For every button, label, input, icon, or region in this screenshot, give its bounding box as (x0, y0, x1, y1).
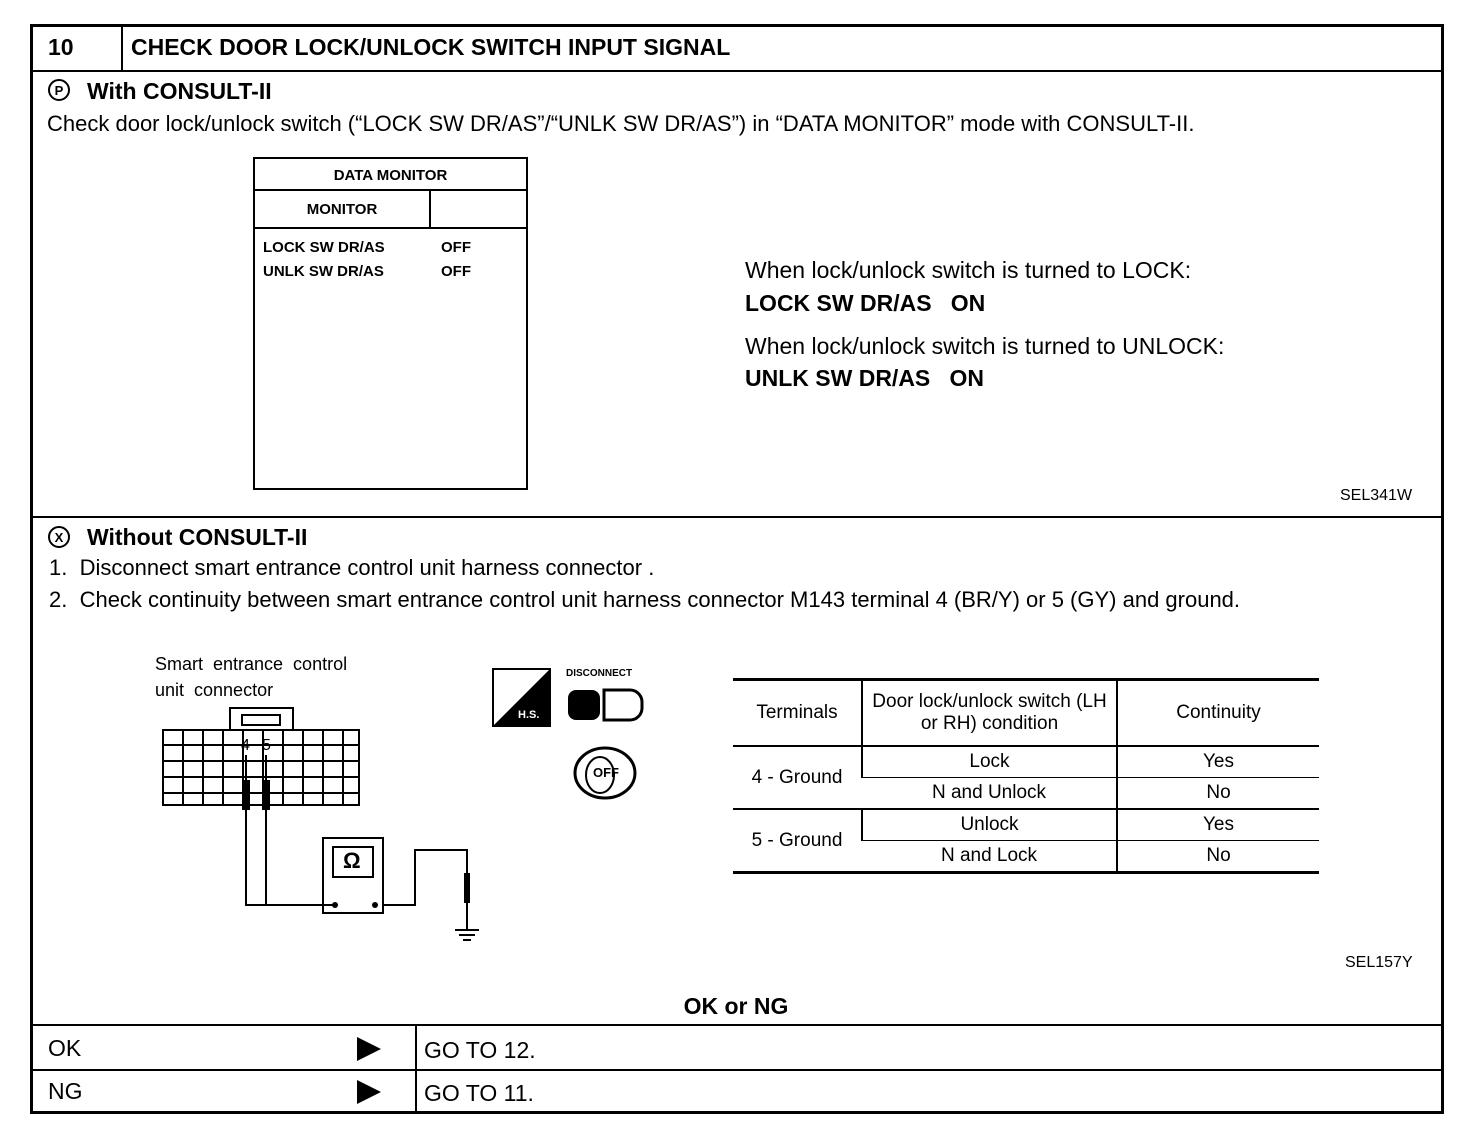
table-cell: Yes (1117, 746, 1319, 778)
result-divider (30, 1024, 1444, 1026)
connector-label: Smart entrance control (155, 654, 348, 674)
table-cell: N and Lock (862, 841, 1117, 873)
svg-text:X: X (54, 530, 64, 545)
disconnect-icon (564, 682, 646, 728)
section-divider (30, 516, 1444, 518)
disconnect-label: DISCONNECT (566, 668, 633, 679)
pin-4-label: 4 (241, 737, 250, 754)
dm-divider-1 (255, 189, 526, 191)
header-divider (30, 70, 1444, 72)
ohm-symbol: Ω (343, 848, 361, 873)
result-label: NG (48, 1078, 83, 1104)
arrow-right-icon (357, 1080, 381, 1104)
step-item: 1. Disconnect smart entrance control unit harness connector . (49, 555, 655, 580)
ref-code: SEL157Y (1345, 954, 1413, 971)
result-action[interactable]: GO TO 11. (424, 1080, 534, 1106)
dm-row-name: UNLK SW DR/AS (263, 263, 384, 280)
result-action[interactable]: GO TO 12. (424, 1037, 536, 1063)
table-cell-terminal: 4 - Ground (733, 746, 862, 809)
off-label: OFF (593, 765, 619, 780)
table-cell-terminal: 5 - Ground (733, 809, 862, 873)
continuity-table (733, 678, 1319, 874)
data-monitor-box (253, 157, 528, 490)
ref-code: SEL341W (1340, 487, 1413, 504)
step-title: CHECK DOOR LOCK/UNLOCK SWITCH INPUT SIGNAL (131, 34, 731, 60)
result-col-divider (415, 1024, 417, 1114)
no-consult-icon (48, 526, 70, 548)
dm-row-value: OFF (441, 239, 471, 256)
arrow-right-icon (357, 1037, 381, 1061)
condition-text: When lock/unlock switch is turned to LOCK: (745, 257, 1192, 283)
dm-row-value: OFF (441, 263, 471, 280)
dm-row-name: LOCK SW DR/AS (263, 239, 385, 256)
condition-result: UNLK SW DR/AS ON (745, 365, 984, 391)
data-monitor-title: DATA MONITOR (333, 167, 448, 184)
table-cell: No (1117, 778, 1319, 810)
condition-text: When lock/unlock switch is turned to UNLOCK: (745, 333, 1225, 359)
hs-label: H.S. (518, 709, 540, 721)
table-cell: N and Unlock (862, 778, 1117, 810)
without-consult-heading: Without CONSULT-II (87, 524, 308, 550)
with-consult-instruction: Check door lock/unlock switch (“LOCK SW DR/AS”/“UNLK SW DR/AS”) in “DATA MONITOR” mode with CONSULT-II. (47, 111, 1195, 136)
table-cell: Lock (862, 746, 1117, 778)
svg-text:P: P (54, 83, 64, 98)
result-heading: OK or NG (683, 993, 789, 1019)
continuity-diagram (155, 705, 495, 945)
pin-5-label: 5 (262, 737, 271, 754)
data-monitor-column: MONITOR (306, 201, 378, 218)
table-header: Continuity (1117, 680, 1319, 747)
header-col-divider (121, 24, 123, 71)
table-cell: No (1117, 841, 1319, 873)
dm-divider-2 (255, 227, 526, 229)
table-header: Door lock/unlock switch (LH or RH) condition (862, 680, 1117, 747)
connector-label: unit connector (155, 680, 274, 700)
dm-col-divider (429, 189, 431, 227)
with-consult-heading: With CONSULT-II (87, 78, 272, 104)
result-divider (30, 1069, 1444, 1071)
result-label: OK (48, 1035, 82, 1061)
table-cell: Yes (1117, 809, 1319, 841)
table-header: Terminals (733, 680, 862, 747)
step-item: 2. Check continuity between smart entrance control unit harness connector M143 terminal 4 (BR/Y) or 5 (GY) and ground. (49, 587, 1241, 612)
consult-icon (48, 79, 70, 101)
condition-result: LOCK SW DR/AS ON (745, 290, 986, 316)
table-cell: Unlock (862, 809, 1117, 841)
step-number: 10 (48, 34, 74, 60)
